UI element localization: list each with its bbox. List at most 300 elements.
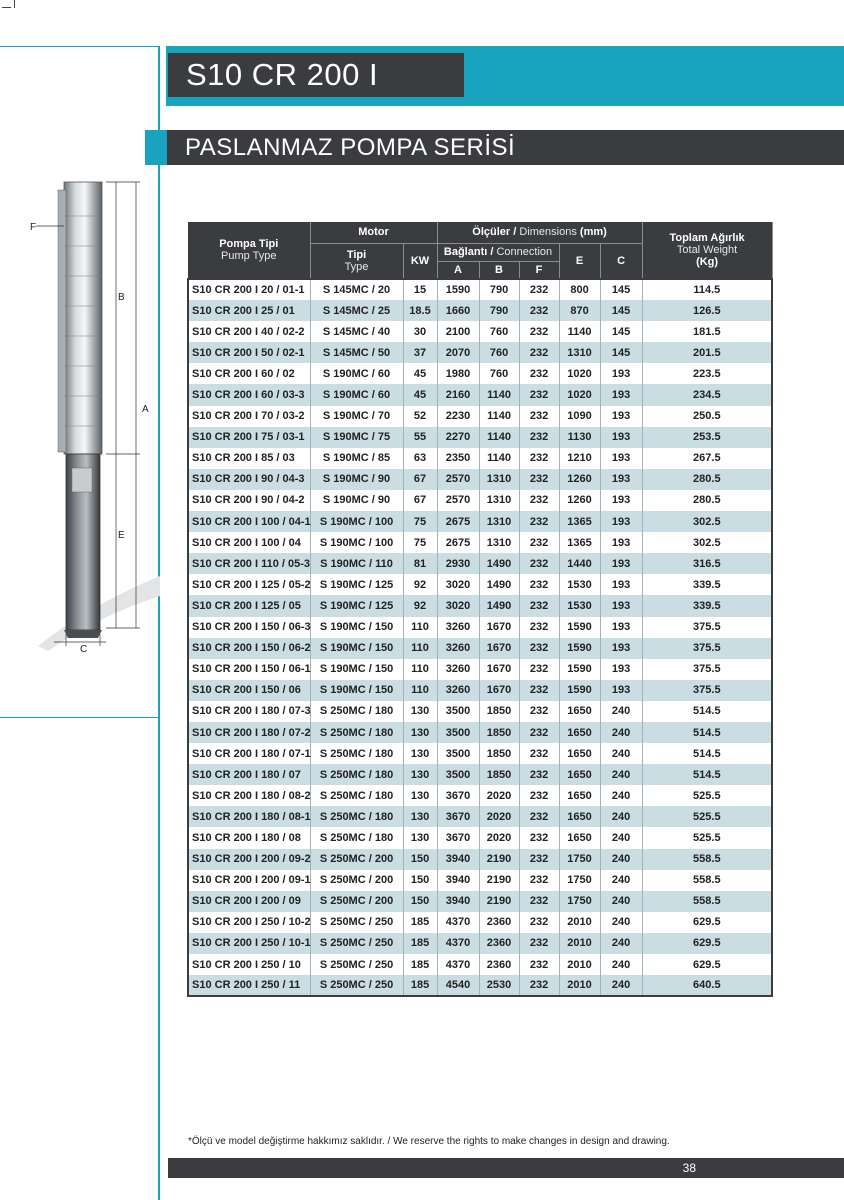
crop-mark [2,0,16,10]
table-cell: S10 CR 200 I 100 / 04-1 [188,511,310,532]
table-row [188,406,772,427]
table-cell: S 250MC / 200 [310,849,403,870]
table-cell: 1650 [559,806,600,827]
table-cell: 1750 [559,870,600,891]
table-row [188,469,772,490]
table-cell: 52 [403,406,437,427]
table-cell: 3260 [437,617,479,638]
table-cell: 1310 [559,342,600,363]
table-cell: 2360 [479,933,519,954]
table-cell: 1650 [559,785,600,806]
col-connection-tr: Bağlantı / [443,246,494,258]
col-weight [642,222,772,279]
table-cell: S10 CR 200 I 125 / 05-2 [188,574,310,595]
table-cell: 629.5 [642,954,772,975]
table-cell: 2270 [437,427,479,448]
table-cell: 3260 [437,680,479,701]
table-cell: 4370 [437,933,479,954]
table-row [188,595,772,616]
table-row [188,933,772,954]
table-cell: S10 CR 200 I 180 / 08 [188,827,310,848]
table-cell: 558.5 [642,891,772,912]
table-cell: S10 CR 200 I 250 / 10 [188,954,310,975]
table-cell: 232 [519,448,559,469]
motor-plate [72,468,92,492]
table-cell: 193 [600,553,642,574]
table-cell: 760 [479,363,519,384]
table-cell: 240 [600,764,642,785]
table-row [188,342,772,363]
table-cell: S 190MC / 100 [310,532,403,553]
table-cell: 2570 [437,490,479,511]
table-cell: 280.5 [642,469,772,490]
table-cell: 37 [403,342,437,363]
table-cell: S10 CR 200 I 100 / 04 [188,532,310,553]
table-cell: 232 [519,870,559,891]
table-cell: S 190MC / 75 [310,427,403,448]
table-cell: 81 [403,553,437,574]
table-cell: 1650 [559,764,600,785]
table-cell: S10 CR 200 I 50 / 02-1 [188,342,310,363]
table-cell: 250.5 [642,406,772,427]
table-cell: 760 [479,342,519,363]
table-row [188,764,772,785]
table-cell: 3940 [437,849,479,870]
table-cell: 1590 [559,638,600,659]
table-cell: 232 [519,342,559,363]
table-row [188,891,772,912]
table-cell: 1590 [437,279,479,300]
table-cell: 558.5 [642,849,772,870]
table-cell: 193 [600,469,642,490]
table-cell: 302.5 [642,511,772,532]
table-cell: S 190MC / 90 [310,490,403,511]
table-row [188,448,772,469]
col-pump-type-en: Pump Type [221,250,277,262]
table-cell: 232 [519,532,559,553]
table-cell: S 250MC / 180 [310,743,403,764]
table-cell: 193 [600,595,642,616]
table-cell: 525.5 [642,785,772,806]
table-cell: S10 CR 200 I 180 / 08-2 [188,785,310,806]
table-cell: 15 [403,279,437,300]
table-row [188,870,772,891]
table-cell: 2675 [437,511,479,532]
table-cell: S 190MC / 150 [310,617,403,638]
table-cell: S10 CR 200 I 180 / 08-1 [188,806,310,827]
col-group-connection [437,243,559,261]
table-cell: S 250MC / 180 [310,806,403,827]
table-cell: 232 [519,701,559,722]
table-cell: S10 CR 200 I 85 / 03 [188,448,310,469]
table-cell: 3500 [437,701,479,722]
table-cell: 1850 [479,722,519,743]
table-cell: 2010 [559,954,600,975]
table-cell: 1260 [559,490,600,511]
table-cell: 232 [519,680,559,701]
table-body [188,279,772,996]
table-cell: 3260 [437,659,479,680]
table-cell: 375.5 [642,680,772,701]
table-cell: 240 [600,701,642,722]
table-row [188,638,772,659]
col-dimensions-tr: Ölçüler / [472,226,517,239]
table-cell: 130 [403,827,437,848]
table-cell: 1590 [559,659,600,680]
table-cell: 232 [519,891,559,912]
table-cell: 1090 [559,406,600,427]
table-cell: 1140 [479,406,519,427]
table-cell: 232 [519,427,559,448]
table-cell: 1850 [479,764,519,785]
footnote: *Ölçü ve model değiştirme hakkımız saklıdır. / We reserve the rights to make changes in design and drawing. [188,1136,670,1147]
table-cell: S10 CR 200 I 180 / 07 [188,764,310,785]
table-cell: S10 CR 200 I 150 / 06-2 [188,638,310,659]
table-cell: 1210 [559,448,600,469]
table-cell: 193 [600,427,642,448]
table-cell: 232 [519,722,559,743]
table-cell: 185 [403,954,437,975]
table-cell: S10 CR 200 I 250 / 10-1 [188,933,310,954]
table-cell: 1140 [479,448,519,469]
table-cell: 130 [403,722,437,743]
table-cell: 1310 [479,532,519,553]
table-cell: 145 [600,321,642,342]
col-dimensions-unit: (mm) [579,226,607,239]
table-cell: 339.5 [642,595,772,616]
table-cell: S 250MC / 250 [310,912,403,933]
table-cell: 145 [600,300,642,321]
table-cell: 232 [519,806,559,827]
table-cell: S 145MC / 50 [310,342,403,363]
table-cell: 92 [403,595,437,616]
table-cell: S10 CR 200 I 75 / 03-1 [188,427,310,448]
table-cell: 232 [519,406,559,427]
label-e: E [118,530,125,541]
col-b: B [479,261,519,279]
table-cell: 2930 [437,553,479,574]
table-cell: 1590 [559,617,600,638]
table-cell: 185 [403,912,437,933]
table-cell: 92 [403,574,437,595]
table-cell: 193 [600,363,642,384]
table-cell: 375.5 [642,638,772,659]
table-row [188,300,772,321]
table-cell: 2020 [479,806,519,827]
table-cell: S10 CR 200 I 110 / 05-3 [188,553,310,574]
table-row [188,954,772,975]
table-row [188,363,772,384]
table-cell: 55 [403,427,437,448]
table-cell: 3940 [437,891,479,912]
table-cell: 181.5 [642,321,772,342]
table-cell: S 145MC / 25 [310,300,403,321]
table-cell: 2190 [479,891,519,912]
table-cell: 130 [403,701,437,722]
table-cell: 316.5 [642,553,772,574]
table-cell: 193 [600,448,642,469]
table-cell: S10 CR 200 I 60 / 02 [188,363,310,384]
table-cell: 629.5 [642,912,772,933]
col-c: C [600,243,642,279]
pump-body [64,182,102,454]
table-cell: 110 [403,617,437,638]
table-cell: 67 [403,490,437,511]
col-e: E [559,243,600,279]
table-cell: 232 [519,617,559,638]
table-cell: 1670 [479,617,519,638]
table-cell: S 190MC / 150 [310,659,403,680]
table-cell: 232 [519,574,559,595]
table-cell: 375.5 [642,659,772,680]
table-row [188,553,772,574]
table-row [188,384,772,405]
table-cell: 1850 [479,701,519,722]
table-cell: S 190MC / 60 [310,384,403,405]
table-cell: 1650 [559,743,600,764]
table-cell: S 190MC / 100 [310,511,403,532]
table-cell: 280.5 [642,490,772,511]
table-cell: 790 [479,300,519,321]
col-dimensions-en: Dimensions [519,226,577,239]
table-cell: 629.5 [642,933,772,954]
table-cell: 150 [403,891,437,912]
table-cell: 253.5 [642,427,772,448]
table-cell: S 250MC / 250 [310,933,403,954]
table-cell: 232 [519,975,559,996]
table-row [188,532,772,553]
table-cell: S 250MC / 180 [310,722,403,743]
table-cell: 193 [600,490,642,511]
table-cell: S10 CR 200 I 150 / 06 [188,680,310,701]
table-cell: S10 CR 200 I 70 / 03-2 [188,406,310,427]
table-cell: 130 [403,764,437,785]
cable-guard [58,190,66,452]
table-cell: 640.5 [642,975,772,996]
table-cell: S 250MC / 180 [310,827,403,848]
table-cell: 232 [519,764,559,785]
table-cell: 3500 [437,743,479,764]
table-cell: 525.5 [642,827,772,848]
col-group-motor: Motor [310,222,437,243]
col-pump-type-tr: Pompa Tipi [219,238,279,250]
table-cell: S 250MC / 180 [310,785,403,806]
table-cell: 3670 [437,806,479,827]
table-cell: 1310 [479,511,519,532]
table-cell: S 250MC / 200 [310,891,403,912]
table-cell: 232 [519,849,559,870]
table-cell: S 190MC / 90 [310,469,403,490]
page-title: S10 CR 200 I [168,53,464,97]
table-cell: 1130 [559,427,600,448]
table-cell: 1260 [559,469,600,490]
table-cell: 232 [519,300,559,321]
table-cell: 110 [403,659,437,680]
table-cell: 2360 [479,954,519,975]
table-cell: S 190MC / 110 [310,553,403,574]
table-cell: 232 [519,743,559,764]
table-cell: S10 CR 200 I 250 / 11 [188,975,310,996]
table-cell: 193 [600,617,642,638]
table-cell: 1440 [559,553,600,574]
col-pump-type [188,222,310,279]
table-cell: 1650 [559,701,600,722]
table-cell: 1490 [479,595,519,616]
table-cell: S 145MC / 40 [310,321,403,342]
specification-table [187,222,773,997]
table-cell: 75 [403,532,437,553]
col-motor-type [310,243,403,279]
table-cell: S10 CR 200 I 20 / 01-1 [188,279,310,300]
table-cell: 1365 [559,511,600,532]
table-cell: 232 [519,638,559,659]
table-cell: 2010 [559,933,600,954]
table-cell: 232 [519,384,559,405]
table-cell: 2160 [437,384,479,405]
table-cell: 232 [519,321,559,342]
col-f: F [519,261,559,279]
table-cell: S10 CR 200 I 150 / 06-1 [188,659,310,680]
table-cell: 2020 [479,785,519,806]
table-cell: 3500 [437,722,479,743]
table-cell: 2010 [559,912,600,933]
table-cell: 185 [403,975,437,996]
col-weight-unit: (Kg) [696,256,719,268]
table-row [188,912,772,933]
table-cell: 4370 [437,954,479,975]
table-cell: S10 CR 200 I 60 / 03-3 [188,384,310,405]
table-row [188,617,772,638]
table-cell: S 190MC / 125 [310,574,403,595]
table-cell: 232 [519,827,559,848]
pump-dimension-diagram [28,176,160,656]
table-cell: 193 [600,659,642,680]
table-cell: S 190MC / 60 [310,363,403,384]
table-cell: S 250MC / 250 [310,975,403,996]
table-cell: 130 [403,743,437,764]
table-cell: 240 [600,785,642,806]
table-cell: 232 [519,553,559,574]
table-cell: 1650 [559,722,600,743]
left-top-rule [0,46,160,47]
table-cell: 1020 [559,363,600,384]
table-cell: 1750 [559,849,600,870]
table-cell: S 190MC / 70 [310,406,403,427]
table-cell: 3670 [437,827,479,848]
table-cell: 2100 [437,321,479,342]
table-row [188,659,772,680]
table-cell: 193 [600,511,642,532]
table-cell: 193 [600,532,642,553]
table-cell: 1365 [559,532,600,553]
table-cell: 201.5 [642,342,772,363]
table-cell: 240 [600,806,642,827]
table-cell: 4370 [437,912,479,933]
table-cell: 110 [403,680,437,701]
table-cell: 193 [600,406,642,427]
left-bottom-rule [0,717,160,718]
table-cell: 1670 [479,638,519,659]
col-group-dimensions [437,222,642,243]
table-cell: 193 [600,680,642,701]
table-cell: 2190 [479,849,519,870]
table-cell: S 190MC / 125 [310,595,403,616]
table-cell: 375.5 [642,617,772,638]
label-c: C [80,644,88,655]
table-cell: 1850 [479,743,519,764]
table-cell: 1140 [559,321,600,342]
table-cell: 1670 [479,680,519,701]
table-cell: 1140 [479,384,519,405]
table-cell: 240 [600,827,642,848]
table-cell: 232 [519,954,559,975]
table-cell: S10 CR 200 I 180 / 07-2 [188,722,310,743]
table-cell: 339.5 [642,574,772,595]
table-cell: 232 [519,659,559,680]
table-cell: 145 [600,342,642,363]
table-cell: 63 [403,448,437,469]
table-cell: 130 [403,806,437,827]
table-cell: 2675 [437,532,479,553]
table-cell: S10 CR 200 I 180 / 07-3 [188,701,310,722]
table-cell: 3940 [437,870,479,891]
table-cell: 240 [600,870,642,891]
table-cell: 1020 [559,384,600,405]
table-cell: 1490 [479,574,519,595]
col-type-en: Type [344,260,369,273]
table-cell: 240 [600,954,642,975]
table-cell: 1140 [479,427,519,448]
table-cell: 185 [403,933,437,954]
table-cell: S10 CR 200 I 90 / 04-2 [188,490,310,511]
table-cell: 240 [600,849,642,870]
table-cell: 3670 [437,785,479,806]
table-cell: S 190MC / 85 [310,448,403,469]
table-cell: 150 [403,870,437,891]
table-cell: S10 CR 200 I 125 / 05 [188,595,310,616]
table-cell: 1530 [559,574,600,595]
label-b: B [118,292,125,303]
table-cell: 240 [600,891,642,912]
table-cell: 800 [559,279,600,300]
table-cell: 2530 [479,975,519,996]
table-row [188,849,772,870]
table-cell: S10 CR 200 I 90 / 04-3 [188,469,310,490]
table-cell: S 250MC / 180 [310,701,403,722]
table-cell: 232 [519,279,559,300]
table-cell: 193 [600,574,642,595]
table-cell: 193 [600,638,642,659]
page-number: 38 [682,1161,696,1175]
table-cell: 870 [559,300,600,321]
col-type-tr: Tipi [346,248,367,261]
table-cell: 514.5 [642,743,772,764]
subtitle-accent [145,130,167,165]
table-cell: 232 [519,933,559,954]
table-cell: 232 [519,912,559,933]
table-cell: S10 CR 200 I 200 / 09 [188,891,310,912]
table-cell: 67 [403,469,437,490]
table-row [188,975,772,996]
table-cell: S10 CR 200 I 40 / 02-2 [188,321,310,342]
table-cell: 114.5 [642,279,772,300]
table-cell: 18.5 [403,300,437,321]
table-cell: 267.5 [642,448,772,469]
table-cell: 790 [479,279,519,300]
table-cell: 232 [519,511,559,532]
table-cell: 126.5 [642,300,772,321]
table-cell: 1660 [437,300,479,321]
